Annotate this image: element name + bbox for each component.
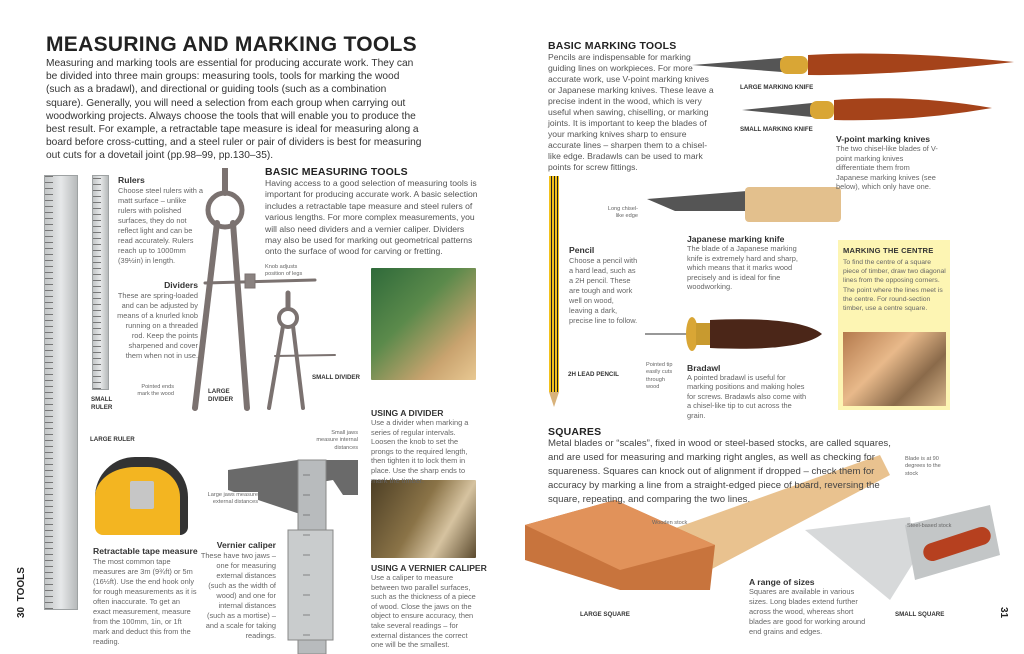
pointed-ends-label: Pointed ends mark the wood <box>137 384 174 398</box>
centre-text: To find the centre of a square piece of timber, draw two diagonal lines from the opposing corners. The point where the lines meet is the centre. For round-section timber, use a centre square. <box>843 259 946 313</box>
small-square-label: SMALL SQUARE <box>895 611 945 618</box>
large-knife-label: LARGE MARKING KNIFE <box>740 84 814 91</box>
steel-stock-label: Steel-based stock <box>907 523 952 529</box>
japanese-heading: Japanese marking knife <box>687 234 785 244</box>
page-number-31: 31 <box>998 606 1010 619</box>
left-page-footer <box>16 567 27 618</box>
bradawl-image <box>640 314 830 356</box>
v-point-heading: V-point marking knives <box>836 134 931 144</box>
sizes-text: Squares are available in various sizes. Long blades extend further across the wood, whereas short blades are good for working around end grains and edges. <box>749 587 866 636</box>
large-ruler-image <box>44 175 78 610</box>
page-number-30: 30 <box>16 606 27 618</box>
using-caliper-heading: USING A VERNIER CALIPER <box>371 563 487 573</box>
tape-text: The most common tape measures are 3m (9¾ft) or 5m (16½ft). Use the end hook only for rough measurements as it is often inaccurate. To get an exact measurement, measure from the 100mm, 1in, or 1ft mark and deduct this from the reading. <box>93 557 197 646</box>
pencil-label: 2H LEAD PENCIL <box>568 371 619 378</box>
long-edge-label: Long chisel-like edge <box>607 206 638 220</box>
pencil-tip <box>549 392 559 407</box>
section-label: TOOLS <box>16 567 27 602</box>
vernier-heading: Vernier caliper <box>216 540 276 550</box>
wooden-stock-label: Wooden stock <box>652 520 688 526</box>
page-title: MEASURING AND MARKING TOOLS <box>46 33 417 56</box>
basic-marking-heading: BASIC MARKING TOOLS <box>548 40 677 52</box>
using-divider-heading: USING A DIVIDER <box>371 408 444 418</box>
centre-heading: MARKING THE CENTRE <box>843 246 934 255</box>
basic-measuring-text: Having access to a good selection of measuring tools is important for producing accurate work. A basic selection includes a retractable tape measure and steel rulers of various lengths. For more complex measurements, you will also need dividers and a vernier caliper. Dividers may also be used for marking out geometrical patterns onto the surface of wood for carving or fretting. <box>265 178 478 257</box>
pencil-image <box>549 176 559 392</box>
tape-measure-image <box>95 457 188 535</box>
using-divider-text: Use a divider when marking a series of regular intervals. Loosen the knob to set the prongs to the required length, then tighten it to lock them in place. Use the sharp ends to mark the timber. <box>371 418 469 485</box>
dividers-heading: Dividers <box>164 280 198 290</box>
squares-heading: SQUARES <box>548 426 602 438</box>
japanese-knife-image <box>645 185 845 225</box>
small-divider-label: SMALL DIVIDER <box>312 374 361 381</box>
small-ruler-image <box>92 175 109 390</box>
large-divider-label: LARGE DIVIDER <box>208 388 234 403</box>
large-ruler-label: LARGE RULER <box>90 436 135 443</box>
marking-centre-photo <box>843 332 946 406</box>
rulers-text: Choose steel rulers with a matt surface – unlike rulers with polished surfaces, they do not reflect light and can be read accurately. Rulers reach up to 1000mm (39½in) in length. <box>118 186 204 265</box>
v-point-text: The two chisel-like blades of V-point marking knives differentiate them from Japanese marking knives (see below), which only have one. <box>836 144 938 192</box>
rulers-heading: Rulers <box>118 175 145 185</box>
using-caliper-photo <box>371 480 476 558</box>
large-square-label: LARGE SQUARE <box>580 611 630 618</box>
vernier-text: These have two jaws – one for measuring external distances (such as the width of wood) and one for internal distances (such as a mortise) – and a scale for taking readings. <box>200 551 276 640</box>
sizes-heading: A range of sizes <box>749 577 815 587</box>
small-jaws-label: Small jaws measure internal distances <box>316 430 358 451</box>
tape-heading: Retractable tape measure <box>93 546 198 556</box>
basic-marking-text: Pencils are indispensable for marking guiding lines on workpieces. For more accurate work, use V-point marking knives or Japanese marking knives. These leave a precise indent in the wood, which is very useful when sawing, chiselling, or marking joints. It is important to keep the blades of your marking knives sharp to ensure accurate lines – sharpen them to a chisel-like edge. Bradawls can be used to mark points for screw fittings. <box>548 52 714 172</box>
japanese-text: The blade of a Japanese marking knife is extremely hard and sharp, which means that it marks wood precisely and is ideal for fine woodworking. <box>687 244 798 292</box>
basic-measuring-heading: BASIC MEASURING TOOLS <box>265 166 408 178</box>
blade-90-label: Blade is at 90 degrees to the stock <box>905 456 941 477</box>
bradawl-heading: Bradawl <box>687 363 721 373</box>
large-jaws-label: Large jaws measure external distances <box>200 492 258 507</box>
small-ruler-label: SMALL RULER <box>91 396 113 411</box>
knob-adjusts-label: Knob adjusts position of legs <box>265 264 303 278</box>
pencil-heading: Pencil <box>569 245 595 255</box>
pointed-tip-label: Pointed tip easily cuts through wood <box>646 362 673 391</box>
marking-centre-box <box>838 240 950 410</box>
pencil-text: Choose a pencil with a hard lead, such as a 2H pencil. These are tough and work well on wood, leaving a dark, precise line to follow. <box>569 256 638 325</box>
squares-text: Metal blades or “scales”, fixed in wood or steel-based stocks, are called squares, and are used for measuring and marking right angles, as well as checking for squareness. Squares can knock out of alignment if dropped – check them for accuracy by marking a line from a straight-edged piece of board, reversing the square, repeating, and comparing the two lines. <box>548 438 891 505</box>
bradawl-text: A pointed bradawl is useful for marking positions and making holes for screws. Bradawls also come with a chisel-like tip to cut across the grain. <box>687 373 807 420</box>
using-divider-photo <box>371 268 476 380</box>
tape-clip <box>130 481 154 509</box>
intro-text: Measuring and marking tools are essential for producing accurate work. They can be divided into three main groups: measuring tools, tools for marking the wood (such as a bradawl), and directional or guiding tools (such as a combination square). Generally, you will need a selection from each group when carrying out woodworking projects. Always choose the tools that will enable you to produce the best result. For example, a retractable tape measure is ideal for measuring along a board before cross-cutting, and a steel ruler or pair of dividers is best for measuring out cuts for a dovetail joint (pp.98–99, pp.130–35). <box>46 58 422 162</box>
using-caliper-text: Use a caliper to measure between two parallel surfaces, such as the thickness of a piece of wood. Close the jaws on the object to ensure accuracy, then take several readings – for external distances the correct one will be the smallest. <box>371 573 476 650</box>
dividers-text: These are spring-loaded and can be adjusted by means of a knurled knob running on a threaded rod. Keep the points sharpened and cover them when not in use. <box>117 291 198 360</box>
small-knife-label: SMALL MARKING KNIFE <box>740 126 813 133</box>
